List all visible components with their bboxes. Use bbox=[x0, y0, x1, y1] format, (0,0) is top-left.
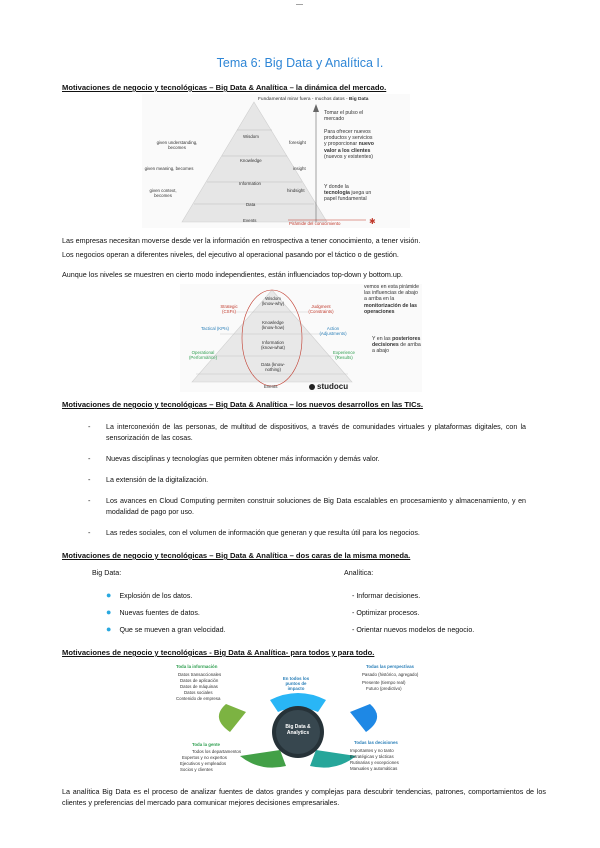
tl-item-3: Datos de máquinas bbox=[180, 684, 218, 689]
level-knowledge: Knowledge (know-how) bbox=[261, 320, 285, 330]
section-heading-dos-caras: Motivaciones de negocio y tecnológicas – Big Data & Analítica – dos caras de la misma moneda. bbox=[62, 551, 411, 560]
pyramid-level-wisdom: Wisdom bbox=[243, 134, 259, 139]
tl-title: Toda la información bbox=[176, 664, 218, 669]
br-item-2: Estratégicas y tácticas bbox=[350, 754, 394, 759]
note-dec-c: de arriba a abajo bbox=[372, 342, 421, 355]
note-pulso: Tomar el pulso el mercado bbox=[324, 110, 364, 123]
pyramid-level-information: Information bbox=[239, 181, 261, 186]
analitica-item-3: - Orientar nuevos modelos de negocio. bbox=[352, 626, 475, 634]
br-item-1: Importantes y no tanto bbox=[350, 748, 394, 753]
bigdata-item-2-text: Nuevas fuentes de datos. bbox=[119, 609, 200, 617]
figure-caption: Pirámide del conocimiento bbox=[289, 221, 341, 226]
pyramid-left-meaning: given meaning, becomes bbox=[144, 166, 194, 171]
bl-title: Toda la gente bbox=[192, 742, 220, 747]
bullet-dot: ● bbox=[106, 624, 112, 634]
bigdata-column-title: Big Data: bbox=[92, 569, 122, 577]
note-ofrecer-c: (nuevos y existentes) bbox=[324, 153, 374, 160]
note-dec-a: Y en las bbox=[372, 336, 393, 342]
top-mark: — bbox=[296, 1, 303, 8]
center-label: Big Data & Analytics bbox=[285, 724, 311, 736]
tic-item-5: Las redes sociales, con el volumen de información que generan y que resulta útil para los negocios. bbox=[106, 529, 420, 537]
level-events: Events bbox=[264, 384, 278, 389]
dash-1: - bbox=[88, 422, 91, 431]
level-data: Data (know-nothing) bbox=[261, 362, 285, 372]
figure-header bbox=[258, 97, 368, 103]
bigdata-item-3 bbox=[106, 624, 226, 634]
right-judgment: Judgment (Constraints) bbox=[308, 304, 334, 314]
note-tec-b: tecnología bbox=[324, 190, 350, 197]
bigdata-item-3-text: Que se mueven a gran velocidad. bbox=[119, 626, 226, 634]
figure-header-text: Fundamental mirar fuera - muchos datos - bbox=[258, 97, 349, 102]
tic-item-4: Los avances en Cloud Computing permiten construir soluciones de Big Data escalables en procesamiento y almacenamiento, y en modalidad de pago por uso. bbox=[106, 497, 526, 516]
note-monitorizacion bbox=[364, 284, 422, 315]
figure-pyramid-levels bbox=[180, 284, 422, 392]
pyramid-level-events: Events bbox=[243, 218, 257, 223]
tic-item-2: Nuevas disciplinas y tecnologías que permiten obtener más información y demás valor. bbox=[106, 455, 380, 463]
figure-big-data-analytics bbox=[170, 660, 426, 780]
bigdata-item-1-text: Explosión de los datos. bbox=[119, 592, 193, 600]
studocu-logo: studocu bbox=[317, 382, 349, 391]
bullet-dot: ● bbox=[106, 607, 112, 617]
tl-item-4: Datos sociales bbox=[184, 690, 213, 695]
svg-text:✱: ✱ bbox=[369, 217, 376, 226]
dash-3: - bbox=[88, 475, 91, 484]
left-tactical: Tactical (KPIs) bbox=[200, 326, 230, 331]
tr-title: Todas las perspectivas bbox=[366, 664, 414, 669]
tc-title: En todos los puntos de impacto bbox=[282, 676, 310, 691]
pyramid-level-data: Data bbox=[246, 202, 256, 207]
tr-item-1: Pasado (histórico, agregado) bbox=[362, 672, 419, 677]
note-ofrecer-b: nuevo valor a los clientes bbox=[324, 141, 374, 154]
br-title: Todas las decisiones bbox=[354, 740, 398, 745]
para-retrospectiva: Las empresas necesitan moverse desde ver la información en retrospectiva a tener conocimiento, a tener visión. bbox=[62, 236, 421, 245]
note-tec-c: juega un papel fundamental bbox=[324, 190, 372, 203]
left-operational: Operational (Performance) bbox=[188, 350, 218, 360]
bl-item-4: Socios y clientes bbox=[180, 767, 213, 772]
right-action: Action (Adjustments) bbox=[319, 326, 347, 336]
level-wisdom: Wisdom (know-why) bbox=[261, 296, 285, 306]
pyramid-level-knowledge: Knowledge bbox=[240, 158, 262, 163]
analitica-item-1: - Informar decisiones. bbox=[352, 592, 421, 600]
right-experience: Experience (Results) bbox=[333, 350, 355, 360]
dash-5: - bbox=[88, 528, 91, 537]
tic-item-3: La extensión de la digitalización. bbox=[106, 476, 209, 484]
bigdata-item-2 bbox=[106, 607, 200, 617]
section-heading-para-todos: Motivaciones de negocio y tecnológicas - Big Data & Analítica- para todos y para todo. bbox=[62, 648, 375, 657]
para-niveles: Los negocios operan a diferentes niveles, del ejecutivo al operacional pasando por el táctico o de gestión. bbox=[62, 250, 399, 259]
tl-item-1: Datos transaccionales bbox=[178, 672, 222, 677]
tl-item-5: Contenido de empresa bbox=[176, 696, 221, 701]
section-heading-tics: Motivaciones de negocio y tecnológicas – Big Data & Analítica – los nuevos desarrollos en las TICs. bbox=[62, 400, 423, 409]
bullet-dot: ● bbox=[106, 590, 112, 600]
level-information: Information (know-what) bbox=[261, 340, 285, 350]
para-analitica-definicion: La analítica Big Data es el proceso de analizar fuentes de datos grandes y complejas para descubrir tendencias, patrones, comportamientos de los clientes y preferencias del mercado para comunicar mejores decisiones empresariales. bbox=[62, 787, 546, 807]
figure-header-bold: Big Data bbox=[348, 97, 369, 102]
note-ofrecer bbox=[324, 129, 376, 160]
note-dec-b: posteriores decisiones bbox=[372, 336, 421, 349]
br-item-3: Rutinarias y excepciones bbox=[350, 760, 399, 765]
pyramid-left-understanding: given understanding, becomes bbox=[156, 140, 198, 150]
tl-item-2: Datos de aplicación bbox=[180, 678, 219, 683]
tr-item-2: Presente (tiempo real) bbox=[362, 680, 406, 685]
dash-4: - bbox=[88, 496, 91, 505]
tic-item-1: La interconexión de las personas, de multitud de dispositivos, a través de comunidades virtuales y plataformas digitales, con la sensorización de las cosas. bbox=[106, 423, 526, 442]
figure-knowledge-pyramid bbox=[142, 94, 410, 228]
analitica-item-2: - Optimizar procesos. bbox=[352, 609, 420, 617]
note-mon-a: vemos en esta pirámide las influencias de abajo a arriba en la bbox=[364, 284, 420, 303]
section-heading-dinamica: Motivaciones de negocio y tecnológicas – Big Data & Analítica – la dinámica del mercado. bbox=[62, 83, 387, 92]
axis-insight: insight bbox=[293, 166, 306, 171]
analitica-column-title: Analítica: bbox=[344, 569, 374, 577]
axis-foresight: foresight bbox=[289, 140, 306, 145]
pyramid-left-context: given context, becomes bbox=[149, 188, 177, 198]
tr-item-3: Futuro (predictivo) bbox=[366, 686, 402, 691]
bl-item-2: Expertos y no expertos bbox=[182, 755, 227, 760]
para-influencias: Aunque los niveles se muestren en cierto modo independientes, están influenciados top-down y bottom.up. bbox=[62, 270, 403, 279]
bl-item-3: Ejecutivos y empleados bbox=[180, 761, 227, 766]
note-ofrecer-a: Para ofrecer nuevos productos y servicios y proporcionar bbox=[324, 129, 373, 148]
page-title: Tema 6: Big Data y Analítica I. bbox=[216, 56, 384, 70]
br-item-4: Manuales y automáticas bbox=[350, 766, 398, 771]
dash-2: - bbox=[88, 454, 91, 463]
note-tec-a: Y donde la bbox=[324, 184, 349, 190]
bl-item-1: Todos los departamentos bbox=[192, 749, 242, 754]
left-strategic: Strategic (CSFs) bbox=[220, 304, 238, 314]
note-tecnologia bbox=[324, 184, 374, 203]
note-mon-b: monitorización de las operaciones bbox=[364, 302, 418, 315]
bigdata-item-1 bbox=[106, 590, 192, 600]
note-decisiones bbox=[372, 336, 422, 355]
axis-hindsight: hindsight bbox=[287, 188, 305, 193]
